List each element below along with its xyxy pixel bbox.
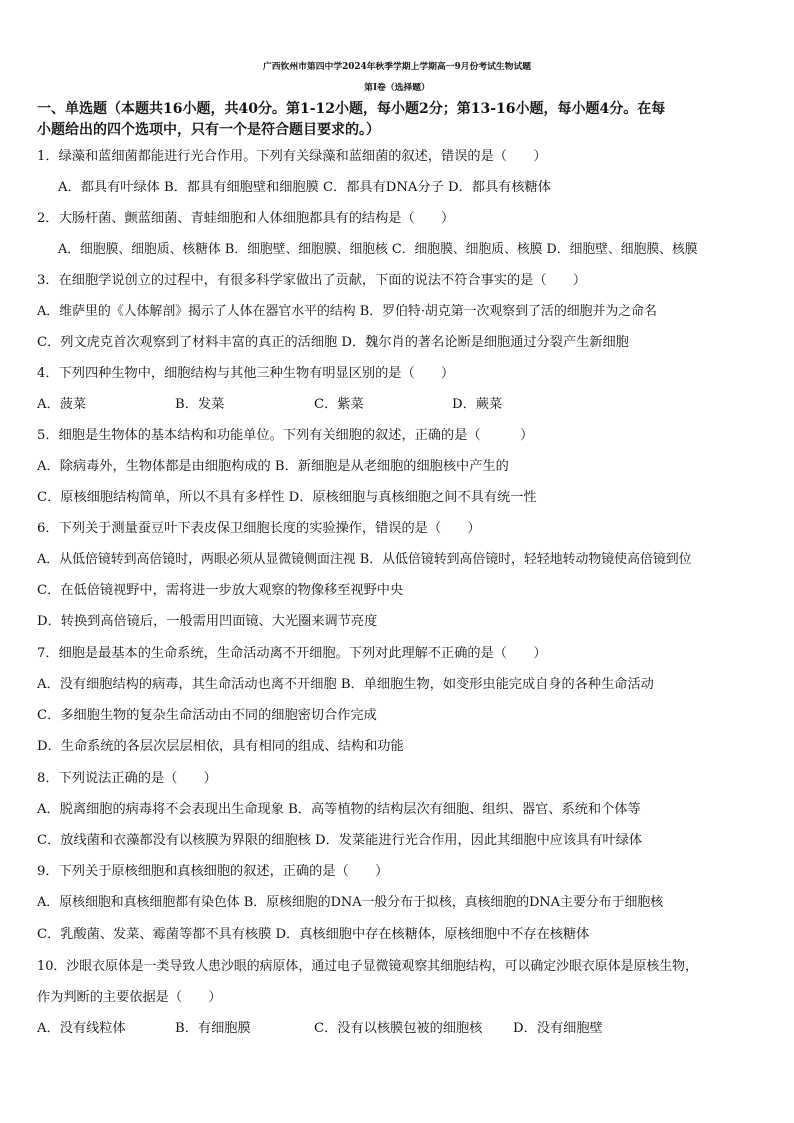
section-instructions-line1: 一、单选题（本题共16小题，共40分。第1-12小题，每小题2分；第13-16小题，每小题4分。在每 xyxy=(37,101,666,117)
question-4-option-c: C．紫菜 xyxy=(314,397,364,412)
question-10-option-a: A．没有线粒体 xyxy=(37,1021,126,1036)
question-3-stem: 3．在细胞学说创立的过程中，有很多科学家做出了贡献，下面的说法不符合事实的是（ ） xyxy=(37,273,587,288)
question-8-stem: 8．下列说法正确的是（ ） xyxy=(37,771,217,786)
question-3-options-line1: A．维萨里的《人体解剖》揭示了人体在器官水平的结构 B．罗伯特·胡克第一次观察到了活的细胞并为之命名 xyxy=(37,304,657,319)
question-4-stem: 4．下列四种生物中，细胞结构与其他三种生物有明显区别的是（ ） xyxy=(37,366,455,381)
question-5-options-line1: A．除病毒外，生物体都是由细胞构成的 B．新细胞是从老细胞的细胞核中产生的 xyxy=(37,459,509,474)
question-8-options-line1: A．脱离细胞的病毒将不会表现出生命现象 B．高等植物的结构层次有细胞、组织、器官、系统和个体等 xyxy=(37,802,641,817)
question-4-option-d: D．蕨菜 xyxy=(452,397,503,412)
question-1-stem: 1．绿藻和蓝细菌都能进行光合作用。下列有关绿藻和蓝细菌的叙述，错误的是（ ） xyxy=(37,149,547,164)
question-1-options: A．都具有叶绿体 B．都具有细胞壁和细胞膜 C．都具有DNA分子 D．都具有核糖体 xyxy=(58,180,551,195)
question-6-stem: 6．下列关于测量蚕豆叶下表皮保卫细胞长度的实验操作，错误的是（ ） xyxy=(37,521,481,536)
question-2-options: A．细胞膜、细胞质、核糖体 B．细胞壁、细胞膜、细胞核 C．细胞膜、细胞质、核膜 D．细胞壁、细胞膜、核膜 xyxy=(58,242,698,257)
question-4-option-a: A．菠菜 xyxy=(37,397,87,412)
question-6-options-line1: A．从低倍镜转到高倍镜时，两眼必须从显微镜侧面注视 B．从低倍镜转到高倍镜时，轻轻地转动物镜使高倍镜到位 xyxy=(37,552,692,567)
question-10-stem-line2: 作为判断的主要依据是（ ） xyxy=(37,990,222,1005)
question-10-options xyxy=(37,1020,757,1038)
question-3-options-line2: C．列文虎克首次观察到了材料丰富的真正的活细胞 D．魏尔肖的著名论断是细胞通过分裂产生新细胞 xyxy=(37,335,629,350)
question-10-stem-line1: 10．沙眼衣原体是一类导致人患沙眼的病原体，通过电子显微镜观察其细胞结构，可以确定沙眼衣原体是原核生物， xyxy=(37,959,698,974)
question-10-option-c: C．没有以核膜包被的细胞核 xyxy=(314,1021,483,1036)
question-7-options-line2: C．多细胞生物的复杂生命活动由不同的细胞密切合作完成 xyxy=(37,708,377,723)
question-7-options-line1: A．没有细胞结构的病毒，其生命活动也离不开细胞 B．单细胞生物，如变形虫能完成自身的各种生命活动 xyxy=(37,677,654,692)
question-4-options xyxy=(37,396,757,414)
question-6-options-line3: D．转换到高倍镜后，一般需用凹面镜、大光圈来调节亮度 xyxy=(37,614,378,629)
volume-heading: 第Ⅰ卷（选择题） xyxy=(364,83,430,93)
question-2-stem: 2．大肠杆菌、颤蓝细菌、青蛙细胞和人体细胞都具有的结构是（ ） xyxy=(37,211,455,226)
question-6-options-line2: C．在低倍镜视野中，需将进一步放大观察的物像移至视野中央 xyxy=(37,583,404,598)
exam-title: 广西钦州市第四中学2024年秋季学期上学期高一9月份考试生物试题 xyxy=(262,62,532,72)
question-9-stem: 9．下列关于原核细胞和真核细胞的叙述，正确的是（ ） xyxy=(37,864,389,879)
question-9-options-line1: A．原核细胞和真核细胞都有染色体 B．原核细胞的DNA一般分布于拟核，真核细胞的DNA主要分布于细胞核 xyxy=(37,895,664,910)
question-5-options-line2: C．原核细胞结构简单，所以不具有多样性 D．原核细胞与真核细胞之间不具有统一性 xyxy=(37,490,537,505)
question-10-option-d: D．没有细胞壁 xyxy=(513,1021,603,1036)
question-5-stem: 5．细胞是生物体的基本结构和功能单位。下列有关细胞的叙述，正确的是（ ） xyxy=(37,428,534,443)
question-10-option-b: B．有细胞膜 xyxy=(175,1021,251,1036)
question-7-options-line3: D．生命系统的各层次层层相依，具有相同的组成、结构和功能 xyxy=(37,739,404,754)
question-8-options-line2: C．放线菌和衣藻都没有以核膜为界限的细胞核 D．发菜能进行光合作用，因此其细胞中应该具有叶绿体 xyxy=(37,833,643,848)
question-9-options-line2: C．乳酸菌、发菜、霉菌等都不具有核膜 D．真核细胞中存在核糖体，原核细胞中不存在核糖体 xyxy=(37,927,590,942)
section-instructions-line2: 小题给出的四个选项中，只有一个是符合题目要求的。） xyxy=(37,122,380,138)
question-7-stem: 7．细胞是最基本的生命系统，生命活动离不开细胞。下列对此理解不正确的是（ ） xyxy=(37,646,547,661)
question-4-option-b: B．发菜 xyxy=(175,397,225,412)
